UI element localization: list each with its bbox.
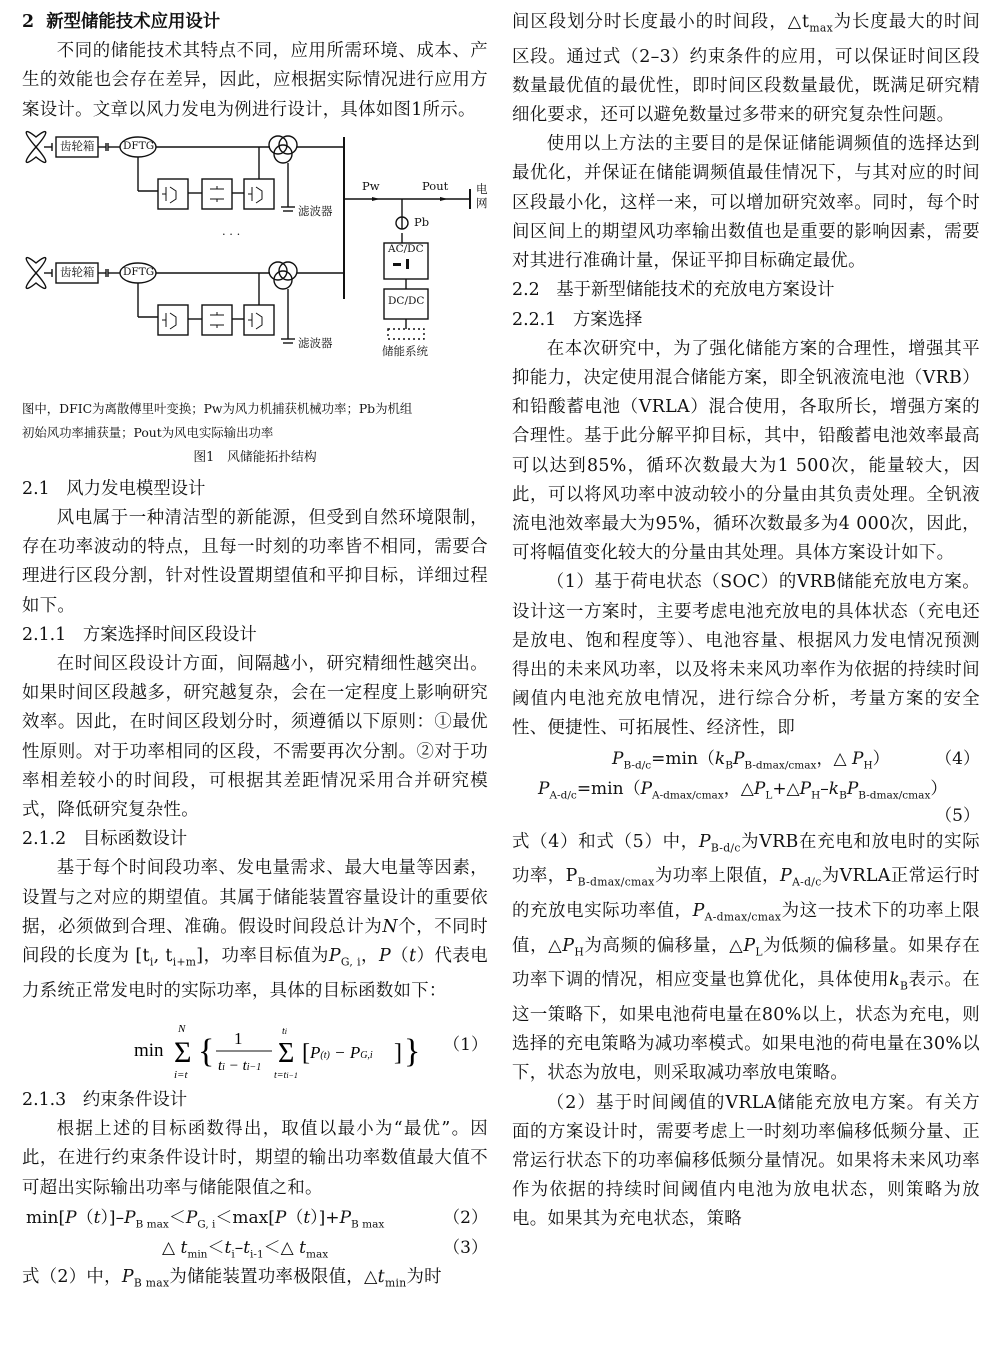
figure-1-title: 图1 风储能拓扑结构 [193,449,317,465]
svg-text:Σ: Σ [278,1037,295,1069]
dcdc-label: DC/DC [388,294,425,307]
vrb-scheme-paragraph: （1）基于荷电状态（SOC）的VRB储能充放电方案。设计这一方案时，主要考虑电池充放电的具体状态（充电还是放电、饱和程度等）、电池容量、根据风力发电情况预测得出的未来风功率，以及将未来风功率作为依据的持续时间阈值内电池充放电情况，进行综合分析，考量方案的安全性、便捷性、可拓展性、经济性，即 [512,572,980,739]
svg-text:}: } [404,1032,421,1070]
section-2-1-2-heading: 2.1.2 目标函数设计 [22,829,188,850]
equation-3: △ $t_{min}<t_i-t_{i-1}<\triangle$ $t_{max}$ （3） [22,1233,488,1263]
dftg-label-2: DFTG [123,265,155,278]
equation-1-formula [134,1014,424,1084]
filter-label-1: 滤波器 [298,203,333,218]
continued-paragraph: 间区段划分时长度最小的时间段，$\triangle t_{max}$为长度最大的时间区段。通过式（2–3）约束条件的应用，可以保证时间区段数量最优值的最优性，即时间区段数量最优，既满足研究精细化要求，还可以避免数量过多带来的研究复杂性问题。 [512,12,981,126]
right-column [512,8,980,1235]
svg-text:N: N [178,1022,186,1035]
equation-4-5-explanation: 式（4）和式（5）中，$P_{B-d/c}$为VRB在充电和放电时的实际功率，$P_{B-dmax/cmax}$为功率上限值，$P_{A-d/c}$为VRLA正常运行时的充放电实际功率值，$P_{A-dmax/cmax}$为这一技术下的功率上限值，$\triangle P_H$为高频的偏移量，$\triangle P_L$为低频的偏移量。如果存在功率下调的情况，相应变量也算优化，具体使用$k_B$表示。在这一策略下，如果电池荷电量在80%以上，状态为充电，则选择的充电策略为减功率模式。如果电池的荷电量在30%以下，状态为放电，则采取减功率放电策略。 [512,831,981,1084]
section-2-1-heading: 2.1 风力发电模型设计 [22,478,206,499]
dftg-label-1: DFTG [123,139,155,152]
paragraph-2-1-2: 基于每个时间段功率、发电量需求、最大电量等因素，设置与之对应的期望值。其属于储能装置容量设计的重要依据，必须做到合理、准确。假设时间段总计为N个，不同时间段的长度为 [$t_i$, $t_{i+m}$]，功率目标值为$P_{G, i}$，P（t）代表电力系统正常发电时的实际功率，具体的目标函数如下： [22,858,488,1001]
paragraph-2-1-1: 在时间区段设计方面，间隔越小，研究精细性越突出。如果时间区段越多，研究越复杂，会在一定程度上影响研究效率。因此，在时间区段划分时，须遵循以下原则：①最优性原则。对于功率相同的区段，不需要再次分割。②对于功率相差较小的时间段，可根据其差距情况采用合并研究模式，降低研究复杂性。 [22,654,488,821]
ellipsis-label: · · · [222,226,241,241]
equation-3-number: （3） [443,1237,488,1258]
svg-text:ti: ti [282,1025,288,1037]
paragraph-2-1-3: 根据上述的目标函数得出，取值以最小为“最优”。因此，在进行约束条件设计时，期望的输出功率数值最大值不可超出实际输出功率与储能限值之和。 [22,1119,488,1198]
wind-turbine-icon-2 [26,257,46,288]
section-2-1-1-heading: 2.1.1 方案选择时间区段设计 [22,624,257,645]
figure-caption-line-1: 图中，DFIC为离散傅里叶变换；Pw为风力机捕获机械功率；Pb为机组 [22,400,413,416]
storage-label: 储能系统 [382,343,428,358]
section-2-1-3-heading: 2.1.3 约束条件设计 [22,1089,188,1110]
svg-text:P(t) − PG,i: P(t) − PG,i [310,1042,373,1062]
svg-text:1: 1 [234,1028,243,1048]
grid-label-1: 电 [476,181,488,196]
pw-label: Pw [362,178,380,193]
section-2-heading: 2 新型储能技术应用设计 [22,12,221,32]
svg-text:min: min [134,1039,164,1061]
pout-label: Pout [422,178,449,193]
svg-text:]: ] [394,1039,402,1066]
paragraph-2-1: 风电属于一种清洁型的新能源，但受到自然环境限制，存在功率波动的特点，且每一时刻的功率皆不相同，需要合理进行区段分割，针对性设置期望值和平抑目标，详细过程如下。 [22,508,488,616]
equation-4-number: （4） [935,748,980,769]
paragraph-2-2-1: 在本次研究中，为了强化储能方案的合理性，增强其平抑能力，决定使用混合储能方案，即全钒液流电池（VRB）和铅酸蓄电池（VRLA）混合使用，各取所长，增强方案的合理性。基于此分解平抑目标，其中，铅酸蓄电池效率最高可以达到85%，循环次数最大为1 500次，能量较大，因此，可以将风功率中波动较小的分量由其负责处理。全钒液流电池效率最大为95%，循环次数最多为4 000次，因此，可将幅值变化较大的分量由其处理。具体方案设计如下。 [512,338,980,564]
acdc-label: AC/DC [388,242,424,255]
equation-4: $P_{B-d/c}=\min(k_BP_{B-dmax/cmax}$，△ $P_H$） （4） [512,744,980,774]
battery-icon [388,329,424,339]
left-column [22,8,488,1297]
gearbox-label-2: 齿轮箱 [60,264,95,279]
equation-5: $P_{A-d/c}=\min(P_{A-dmax/cmax}$，$\triangle P_L+\triangle P_H-k_BP_{B-dmax/cmax}$） [538,778,948,801]
pb-label: Pb [414,214,430,229]
wind-turbine-icon [26,131,46,162]
svg-text:{: { [198,1032,215,1070]
figure-1-topology [22,129,488,391]
equation-1 [22,1006,488,1086]
section-2-2-1-heading: 2.2.1 方案选择 [512,309,643,330]
equation-2-explanation: 式（2）中，$P_{B max}$为储能装置功率极限值，$\triangle t_{min}$为时 [22,1266,442,1290]
intro-paragraph: 不同的储能技术其特点不同，应用所需环境、成本、产生的效能也会存在差异，因此，应根据实际情况进行应用方案设计。文章以风力发电为例进行设计，具体如图1所示。 [22,41,488,120]
svg-text:ti − ti−1: ti − ti−1 [218,1057,262,1074]
svg-text:t=ti−1: t=ti−1 [274,1069,298,1081]
vrla-scheme-paragraph: （2）基于时间阈值的VRLA储能充放电方案。有关方面的方案设计时，需要考虑上一时刻功率偏移低频分量、正常运行状态下的功率偏移低频分量情况。如果将未来风功率作为依据的持续时间阈值内电池为放电状态，则策略为放电。如果其为充电状态，策略 [512,1092,980,1230]
grid-label-2: 网 [476,195,488,210]
svg-text:[: [ [302,1039,310,1066]
gearbox-label-1: 齿轮箱 [60,138,95,153]
figure-caption-line-2: 初始风功率捕获量；Pout为风电实际输出功率 [22,424,274,440]
svg-text:i=t: i=t [174,1068,188,1081]
purpose-paragraph: 使用以上方法的主要目的是保证储能调频值的选择达到最优化，并保证在储能调频值最佳情况下，与其对应的时间区段最小化，这样一来，可以增加研究效率。同时，每个时间区间上的期望风功率输出数值也是重要的影响因素，需要对其进行准确计量，保证平抑目标确定最优。 [512,134,980,272]
equation-2-number: （2） [443,1207,488,1228]
filter-label-2: 滤波器 [298,335,333,350]
equation-1-number: （1） [443,1034,488,1055]
section-2-2-heading: 2.2 基于新型储能技术的充放电方案设计 [512,280,835,301]
equation-2: $\min[P(t)]-P_{B max}<P_{G, i}<\max[P(t)]+P_{B max}$ （2） [22,1203,488,1233]
svg-text:Σ: Σ [174,1035,192,1069]
equation-5-number: （5） [935,805,980,826]
